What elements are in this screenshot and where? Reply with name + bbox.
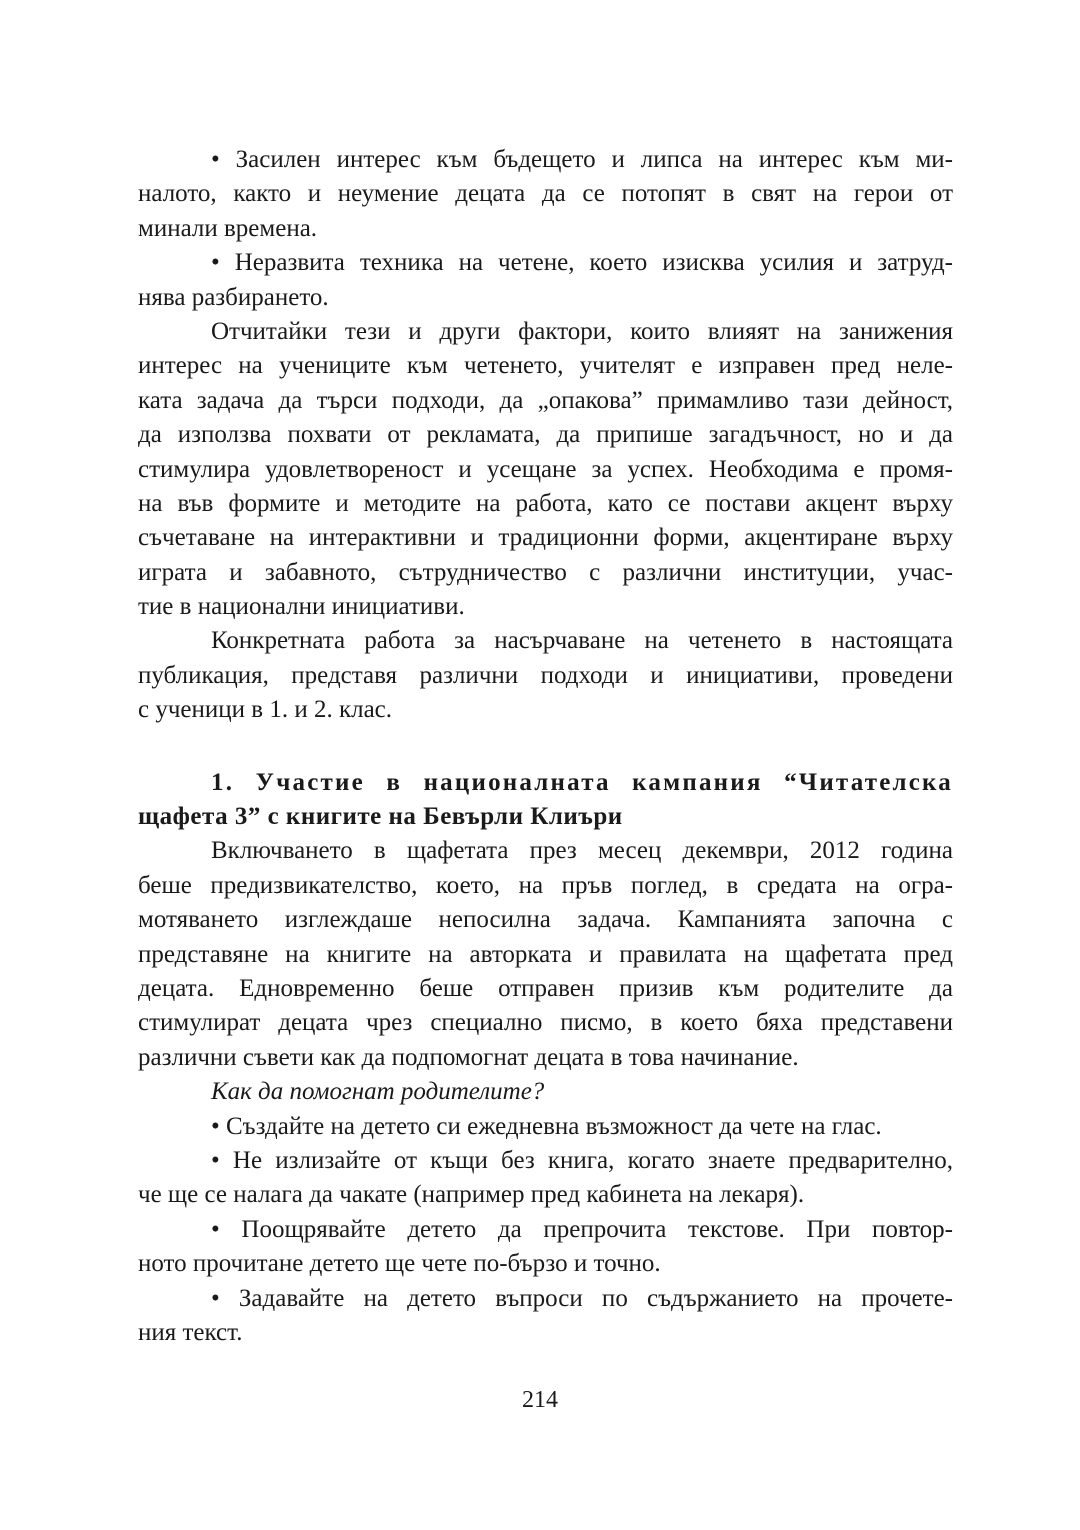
- section-heading: [138, 766, 953, 835]
- bullet-paragraph: [138, 246, 953, 315]
- section-spacer: [138, 728, 953, 766]
- text-line: публикация, представя различни подходи и инициативи, проведени: [138, 661, 953, 689]
- text-line: тие в национални инициативи.: [138, 593, 465, 621]
- page-number: 214: [522, 1387, 558, 1413]
- text-line: Отчитайки тези и други фактори, които влияят на занижения: [211, 317, 953, 345]
- body-paragraph: [138, 834, 953, 1075]
- text-line: беше предизвикателство, което, на пръв поглед, в средата на огра-: [138, 871, 953, 899]
- text-line: интерес на учениците към четенето, учителят е изправен пред неле-: [138, 352, 953, 380]
- body-paragraph: [138, 624, 953, 727]
- text-line: играта и забавното, сътрудничество с различни институции, учас-: [138, 558, 953, 586]
- tip-item: [138, 1213, 953, 1282]
- text-line: на във формите и методите на работа, като се постави акцент върху: [138, 489, 953, 517]
- text-line: нява разбирането.: [138, 283, 329, 311]
- text-line: • Засилен интерес към бъдещето и липса на интерес към ми-: [211, 146, 953, 173]
- text-line: • Поощрявайте детето да препрочита текстове. При повтор-: [211, 1215, 953, 1243]
- text-line: различни съвети как да подпомогнат децата в това начинание.: [138, 1043, 799, 1071]
- text-line: с ученици в 1. и 2. клас.: [138, 696, 393, 724]
- text-line: съчетаване на интерактивни и традиционни форми, акцентиране върху: [138, 524, 953, 552]
- text-line: ния текст.: [138, 1318, 243, 1346]
- text-line: • Задавайте на детето въпроси по съдържанието на прочете-: [211, 1284, 953, 1312]
- text-line: налото, както и неумение децата да се потопят в свят на герои от: [138, 180, 953, 208]
- tip-item: [138, 1110, 953, 1144]
- text-line: • Неразвита техника на четене, което изисква усилия и затруд-: [211, 249, 953, 277]
- subheading: Как да помогнат родителите?: [211, 1078, 545, 1106]
- tip-item: [138, 1144, 953, 1213]
- text-line: • Създайте на детето си ежедневна възможност да чете на глас.: [211, 1112, 882, 1140]
- text-line: стимулира удовлетвореност и усещане за успех. Необходима е промя-: [138, 455, 953, 483]
- text-line: ката задача да търси подходи, да „опакова” примамливо тази дейност,: [138, 386, 953, 414]
- text-line: минали времена.: [138, 214, 318, 242]
- text-line: да използва похвати от рекламата, да припише загадъчност, но и да: [138, 421, 953, 449]
- text-line: мотяването изглеждаше непосилна задача. Кампанията започна с: [138, 906, 953, 934]
- page-body: [138, 143, 953, 1350]
- tip-item: [138, 1282, 953, 1351]
- heading-line: 1. Участие в националната кампания “Читателска: [211, 768, 953, 796]
- bullet-paragraph: [138, 143, 953, 246]
- heading-line: щафета 3” с книгите на Бевърли Клиъри: [138, 803, 623, 831]
- body-paragraph: [138, 315, 953, 625]
- text-line: стимулират децата чрез специално писмо, в което бяха представени: [138, 1009, 953, 1037]
- text-line: че ще се налага да чакате (например пред кабинета на лекаря).: [138, 1181, 805, 1209]
- text-line: представяне на книгите на авторката и правилата на щафетата пред: [138, 940, 953, 968]
- text-line: • Не излизайте от къщи без книга, когато знаете предварително,: [211, 1146, 953, 1174]
- text-line: Конкретната работа за насърчаване на четенето в настоящата: [211, 627, 953, 655]
- text-line: децата. Едновременно беше отправен призив към родителите да: [138, 974, 953, 1002]
- text-line: Включването в щафетата през месец декември, 2012 година: [211, 837, 953, 865]
- text-line: ното прочитане детето ще чете по-бързо и точно.: [138, 1250, 661, 1278]
